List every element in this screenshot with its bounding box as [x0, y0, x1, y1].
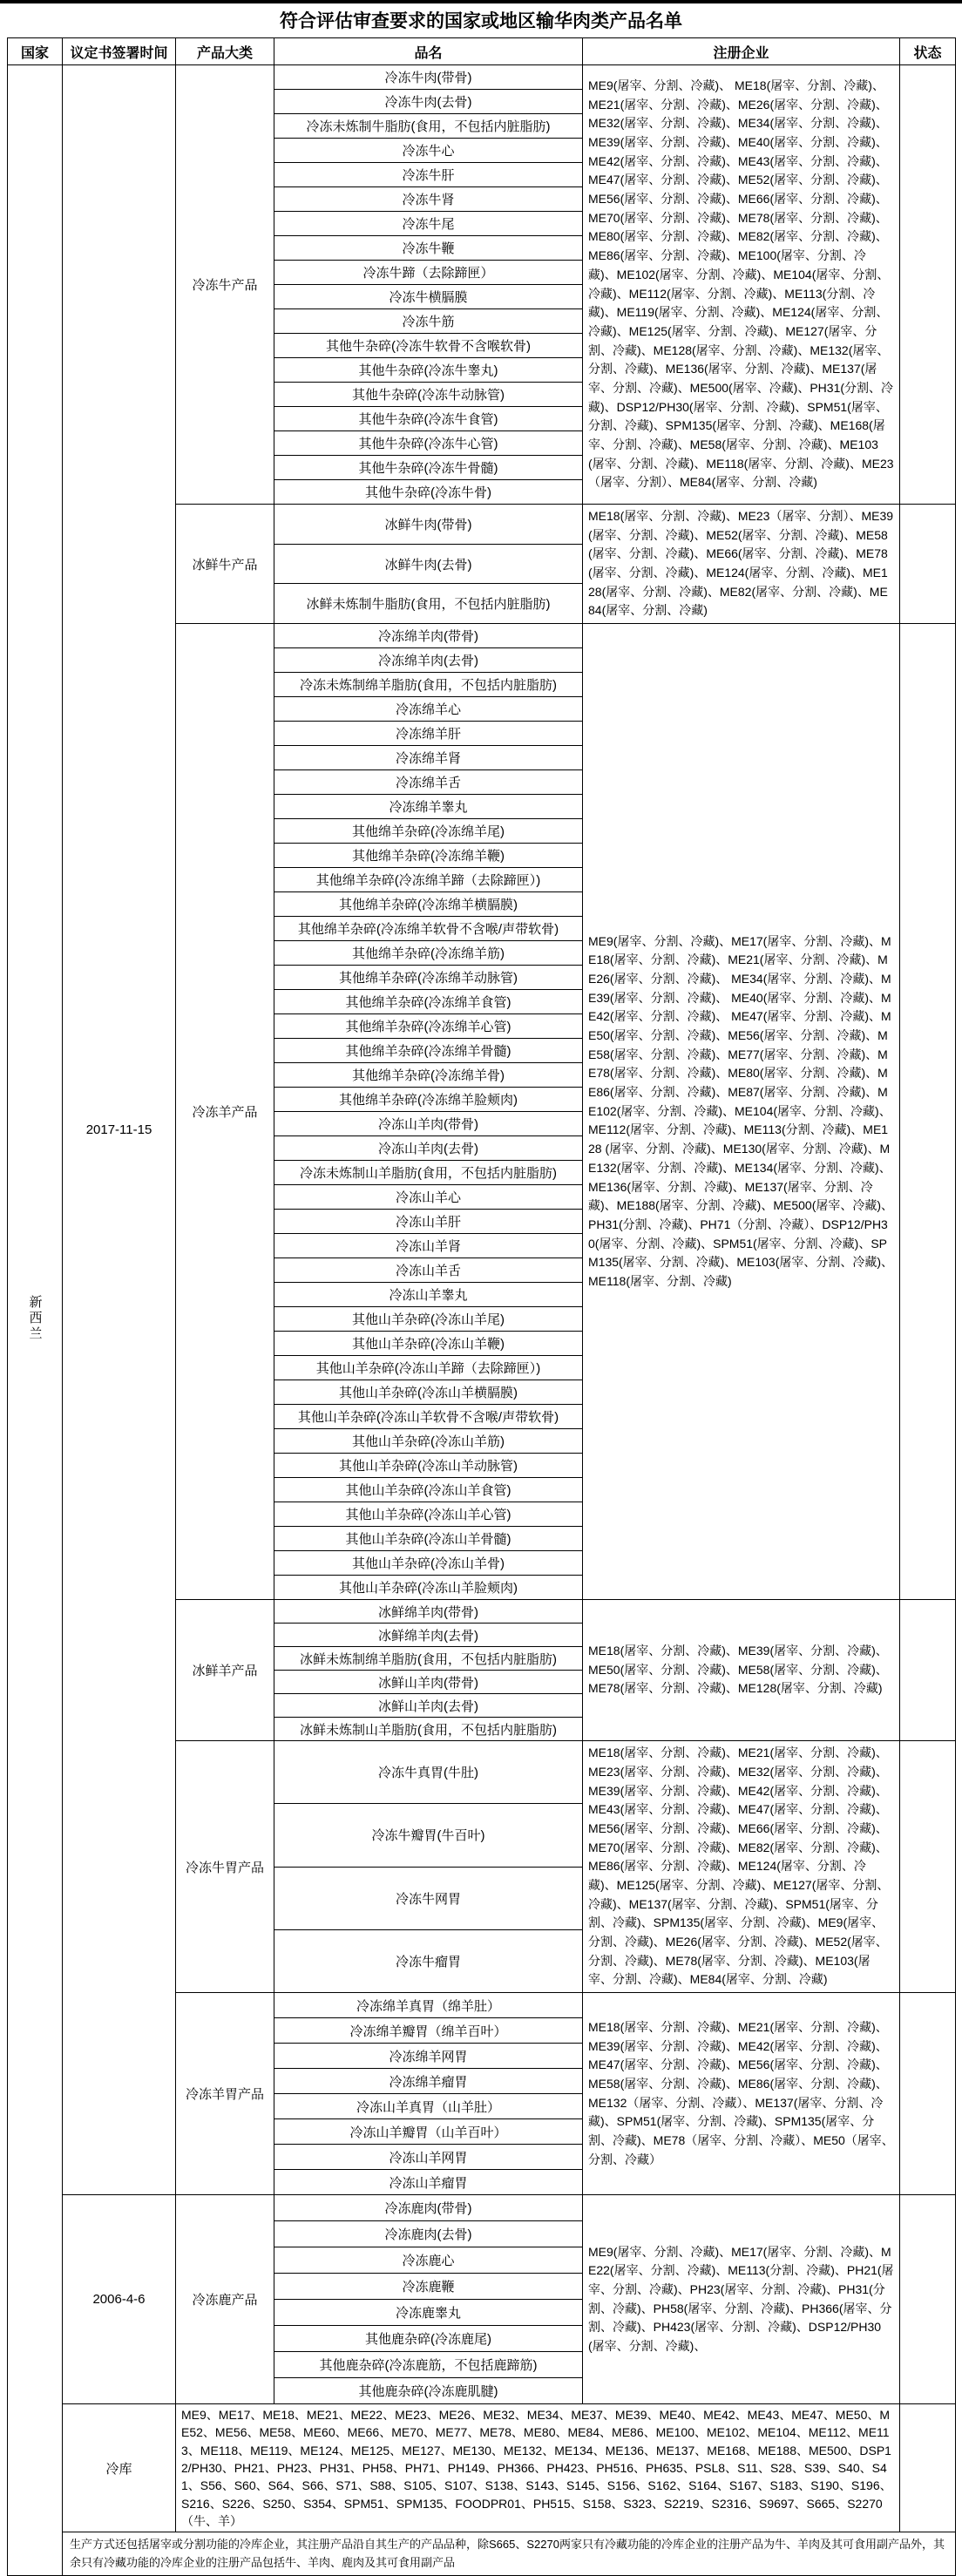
product-name-cell: 其他牛杂碎(冷冻牛心管): [274, 431, 583, 456]
product-name-cell: 冷冻牛尾: [274, 212, 583, 236]
product-name-cell: 冷冻牛肉(带骨): [274, 65, 583, 90]
status-cell: [900, 1741, 956, 1993]
product-name-cell: 其他山羊杂碎(冷冻山羊筋): [274, 1429, 583, 1454]
protocol-date-cell: 2006-4-6: [63, 2195, 176, 2404]
product-name-cell: 冷冻山羊肾: [274, 1234, 583, 1258]
enterprises-cell: ME9(屠宰、分割、冷藏)、ME17(屠宰、分割、冷藏)、ME18(屠宰、分割、冷藏)、ME21(屠宰、分割、冷藏)、ME26(屠宰、分割、冷藏)、 ME34(屠宰、分割、冷藏)、ME39(屠宰、分割、冷藏)、 ME40(屠宰、分割、冷藏)、ME42(屠宰、分割、冷藏)、 ME47(屠宰、分割、冷藏)、ME50(屠宰、分割、冷藏)、ME56(屠宰、分割、冷藏)、ME58(屠宰、分割、冷藏)、ME77(屠宰、分割、冷藏)、ME78(屠宰、分割、冷藏)、ME80(屠宰、分割、冷藏)、ME86(屠宰、分割、冷藏)、ME87(屠宰、分割、冷藏)、ME102(屠宰、分割、冷藏)、ME104(屠宰、分割、冷藏)、ME112(屠宰、分割、冷藏)、ME113(分割、冷藏)、ME128 (屠宰、分割、冷藏)、ME130(屠宰、分割、冷藏)、ME132(屠宰、分割、冷藏)、ME134(屠宰、分割、冷藏)、ME136(屠宰、分割、冷藏)、ME137(屠宰、分割、冷藏)、ME188(屠宰、分割、冷藏)、ME500(屠宰、冷藏)、PH31(分割、冷藏)、PH71（分割、冷藏）、DSP12/PH30(屠宰、分割、冷藏)、SPM51(屠宰、分割、冷藏)、SPM135(屠宰、分割、冷藏)、ME103(屠宰、分割、冷藏)、ME118(屠宰、分割、冷藏): [583, 624, 900, 1600]
product-name-cell: 其他山羊杂碎(冷冻山羊骨): [274, 1551, 583, 1576]
product-name-cell: 冷冻绵羊肾: [274, 746, 583, 770]
col-header-protocol-date: 议定书签署时间: [63, 38, 176, 65]
product-name-cell: 冷冻山羊肉(去骨): [274, 1136, 583, 1161]
category-cell: 冷冻羊胃产品: [176, 1993, 274, 2195]
product-name-cell: 其他绵羊杂碎(冷冻绵羊蹄（去除蹄匣）): [274, 868, 583, 892]
col-header-country: 国家: [8, 38, 63, 65]
category-cell: 冷冻牛产品: [176, 65, 274, 505]
product-name-cell: 冷冻牛鞭: [274, 236, 583, 261]
page-title: 符合评估审查要求的国家或地区输华肉类产品名单: [280, 11, 682, 31]
product-name-cell: 冷冻绵羊肉(去骨): [274, 648, 583, 673]
product-name-cell: 其他山羊杂碎(冷冻山羊横膈膜): [274, 1380, 583, 1405]
product-name-cell: 冷冻鹿睾丸: [274, 2300, 583, 2326]
product-name-cell: 冰鲜未炼制绵羊脂肪(食用，不包括内脏脂肪): [274, 1647, 583, 1671]
enterprises-cell: ME18(屠宰、分割、冷藏)、ME21(屠宰、分割、冷藏)、ME39(屠宰、分割、冷藏)、ME42(屠宰、分割、冷藏)、ME47(屠宰、分割、冷藏)、ME56(屠宰、分割、冷藏)、ME58(屠宰、分割、冷藏)、ME86(屠宰、分割、冷藏)、ME132（屠宰、分割、冷藏）、ME137(屠宰、分割、冷藏)、SPM51(屠宰、分割、冷藏)、SPM135(屠宰、分割、冷藏)、ME78（屠宰、分割、冷藏）、ME50（屠宰、分割、冷藏）: [583, 1993, 900, 2195]
product-name-cell: 其他山羊杂碎(冷冻山羊蹄（去除蹄匣）): [274, 1356, 583, 1380]
product-name-cell: 冷冻绵羊睾丸: [274, 795, 583, 819]
product-name-cell: 其他绵羊杂碎(冷冻绵羊软骨不含喉/声带软骨): [274, 917, 583, 941]
status-cell: [900, 1600, 956, 1741]
cold-store-row: [8, 2404, 956, 2532]
status-cell: [900, 2404, 956, 2532]
cold-store-label-cell: 冷库: [63, 2404, 176, 2532]
product-name-cell: 其他山羊杂碎(冷冻山羊鞭): [274, 1332, 583, 1356]
category-cell: 冰鲜羊产品: [176, 1600, 274, 1741]
product-name-cell: 冰鲜牛肉(去骨): [274, 544, 583, 584]
product-name-cell: 其他山羊杂碎(冷冻山羊尾): [274, 1307, 583, 1332]
status-cell: [900, 2195, 956, 2404]
product-name-cell: 冷冻山羊网胃: [274, 2145, 583, 2170]
product-name-cell: 冰鲜未炼制牛脂肪(食用，不包括内脏脂肪): [274, 584, 583, 624]
product-name-cell: 冷冻牛真胃(牛肚): [274, 1741, 583, 1804]
status-cell: [900, 505, 956, 624]
product-name-cell: 其他牛杂碎(冷冻牛软骨不含喉软骨): [274, 334, 583, 358]
product-name-cell: 冰鲜山羊肉(带骨): [274, 1671, 583, 1694]
product-name-cell: 其他山羊杂碎(冷冻山羊脸颊肉): [274, 1576, 583, 1600]
enterprises-cell: ME9(屠宰、分割、冷藏)、ME17(屠宰、分割、冷藏)、ME22(屠宰、分割、冷藏)、ME113(分割、冷藏)、PH21(屠宰、分割、冷藏)、PH23(屠宰、分割、冷藏)、PH31(分割、冷藏)、PH58(屠宰、分割、冷藏)、PH366(屠宰、分割、冷藏)、PH423(屠宰、分割、冷藏)、DSP12/PH30(屠宰、分割、冷藏)、: [583, 2195, 900, 2404]
product-name-cell: 冰鲜绵羊肉(去骨): [274, 1624, 583, 1647]
product-name-cell: 冷冻绵羊肉(带骨): [274, 624, 583, 648]
product-name-cell: 其他绵羊杂碎(冷冻绵羊横膈膜): [274, 892, 583, 917]
product-name-cell: 冰鲜山羊肉(去骨): [274, 1694, 583, 1718]
enterprises-cell: ME18(屠宰、分割、冷藏)、ME21(屠宰、分割、冷藏)、ME23(屠宰、分割、冷藏)、ME32(屠宰、分割、冷藏)、ME39(屠宰、分割、冷藏)、ME42(屠宰、分割、冷藏)、ME43(屠宰、分割、冷藏)、ME47(屠宰、分割、冷藏)、ME56(屠宰、分割、冷藏)、ME66(屠宰、分割、冷藏)、ME70(屠宰、分割、冷藏)、ME82(屠宰、分割、冷藏)、ME86(屠宰、分割、冷藏)、ME124(屠宰、分割、冷藏)、ME125(屠宰、分割、冷藏)、ME127(屠宰、分割、冷藏)、ME137(屠宰、分割、冷藏)、SPM51(屠宰、分割、冷藏)、SPM135(屠宰、分割、冷藏)、ME9(屠宰、分割、冷藏)、ME26(屠宰、分割、冷藏)、ME52(屠宰、分割、冷藏)、ME78(屠宰、分割、冷藏)、ME103(屠宰、分割、冷藏)、ME84(屠宰、分割、冷藏): [583, 1741, 900, 1993]
col-header-registered-enterprises: 注册企业: [583, 38, 900, 65]
product-name-cell: 冷冻牛网胃: [274, 1867, 583, 1929]
product-name-cell: 其他绵羊杂碎(冷冻绵羊筋): [274, 941, 583, 966]
product-name-cell: 其他绵羊杂碎(冷冻绵羊尾): [274, 819, 583, 844]
product-name-cell: 冷冻绵羊瓣胃（绵羊百叶）: [274, 2018, 583, 2044]
cold-store-enterprises-cell: ME9、ME17、ME18、ME21、ME22、ME23、ME26、ME32、ME34、ME37、ME39、ME40、ME42、ME43、ME47、ME50、ME52、ME56、ME58、ME60、ME66、ME70、ME77、ME78、ME80、ME84、ME86、ME100、ME102、ME104、ME112、ME113、ME118、ME119、ME124、ME125、ME127、ME130、ME132、ME134、ME136、ME137、ME168、ME188、ME500、DSP12/PH30、PH21、PH23、PH31、PH58、PH71、PH149、PH366、PH423、PH516、PH635、PSL8、S11、S28、S39、S40、S41、S56、S60、S64、S66、S71、S88、S105、S107、S138、S143、S145、S156、S162、S164、S167、S183、S190、S196、S216、S226、S250、S354、SPM51、SPM135、FOODPR01、PH515、S158、S323、S2219、S2316、S9697、S665、S2270（牛、羊）: [176, 2404, 900, 2532]
category-cell: 冷冻牛胃产品: [176, 1741, 274, 1993]
product-name-cell: 冷冻山羊舌: [274, 1258, 583, 1283]
products-table: [7, 37, 956, 2576]
product-name-cell: 冰鲜未炼制山羊脂肪(食用，不包括内脏脂肪): [274, 1718, 583, 1741]
country-cell: [8, 65, 63, 2576]
product-name-cell: 冰鲜绵羊肉(带骨): [274, 1600, 583, 1624]
product-name-cell: 冷冻未炼制牛脂肪(食用，不包括内脏脂肪): [274, 114, 583, 139]
product-name-cell: 冷冻绵羊网胃: [274, 2044, 583, 2069]
product-name-cell: 其他山羊杂碎(冷冻山羊动脉管): [274, 1454, 583, 1478]
header-row: [8, 38, 956, 65]
product-name-cell: 冷冻山羊肝: [274, 1210, 583, 1234]
product-name-cell: 其他山羊杂碎(冷冻山羊心管): [274, 1502, 583, 1527]
country-label: 新西兰: [27, 1295, 43, 1343]
footnote-row: [8, 2532, 956, 2576]
status-cell: [900, 624, 956, 1600]
product-name-cell: 冷冻鹿心: [274, 2247, 583, 2274]
product-name-cell: 冷冻绵羊真胃（绵羊肚）: [274, 1993, 583, 2018]
product-name-cell: 其他绵羊杂碎(冷冻绵羊骨): [274, 1063, 583, 1088]
product-name-cell: 冷冻山羊瓣胃（山羊百叶）: [274, 2119, 583, 2145]
product-name-cell: 冷冻绵羊心: [274, 697, 583, 722]
table-body: [8, 65, 956, 2576]
category-cell: 冷冻羊产品: [176, 624, 274, 1600]
product-name-cell: 冷冻未炼制绵羊脂肪(食用，不包括内脏脂肪): [274, 673, 583, 697]
product-name-cell: 其他牛杂碎(冷冻牛睾丸): [274, 358, 583, 383]
product-name-cell: 其他牛杂碎(冷冻牛骨): [274, 480, 583, 505]
product-name-cell: 冷冻鹿肉(带骨): [274, 2195, 583, 2221]
product-name-cell: 其他山羊杂碎(冷冻山羊软骨不含喉/声带软骨): [274, 1405, 583, 1429]
product-name-cell: 其他绵羊杂碎(冷冻绵羊动脉管): [274, 966, 583, 990]
footnote-cell: 生产方式还包括屠宰或分割功能的冷库企业，其注册产品沿自其生产的产品品种，除S665、S2270两家只有冷藏功能的冷库企业的注册产品为牛、羊肉及其可食用副产品外，其余只有冷藏功能的冷库企业的注册产品包括牛、羊肉、鹿肉及其可食用副产品: [63, 2532, 956, 2576]
table-header: [8, 38, 956, 65]
protocol-date-cell: 2017-11-15: [63, 65, 176, 2195]
product-name-cell: 其他山羊杂碎(冷冻山羊骨髓): [274, 1527, 583, 1551]
product-name-cell: 冷冻牛肝: [274, 163, 583, 187]
product-name-cell: 冷冻山羊瘤胃: [274, 2170, 583, 2195]
product-name-cell: 冷冻未炼制山羊脂肪(食用，不包括内脏脂肪): [274, 1161, 583, 1185]
product-name-cell: 冷冻牛瓣胃(牛百叶): [274, 1804, 583, 1867]
enterprises-cell: ME18(屠宰、分割、冷藏)、ME23（屠宰、分割）、ME39(屠宰、分割、冷藏)、ME52(屠宰、分割、冷藏)、ME58(屠宰、分割、冷藏)、ME66(屠宰、分割、冷藏)、ME78(屠宰、分割、冷藏)、ME124(屠宰、分割、冷藏)、ME128(屠宰、分割、冷藏)、ME82(屠宰、分割、冷藏)、ME84(屠宰、分割、冷藏): [583, 505, 900, 624]
product-name-cell: 其他牛杂碎(冷冻牛骨髓): [274, 456, 583, 480]
product-name-cell: 其他鹿杂碎(冷冻鹿尾): [274, 2326, 583, 2352]
col-header-product-name: 品名: [274, 38, 583, 65]
product-name-cell: 冷冻山羊真胃（山羊肚）: [274, 2094, 583, 2119]
col-header-status: 状态: [900, 38, 956, 65]
product-name-cell: 冷冻绵羊瘤胃: [274, 2069, 583, 2094]
product-name-cell: 冷冻牛瘤胃: [274, 1929, 583, 1992]
product-name-cell: 冷冻牛肾: [274, 187, 583, 212]
product-name-cell: 冷冻牛筋: [274, 309, 583, 334]
product-name-cell: 冷冻鹿鞭: [274, 2274, 583, 2300]
product-name-cell: 冷冻山羊心: [274, 1185, 583, 1210]
product-name-cell: 冷冻山羊肉(带骨): [274, 1112, 583, 1136]
status-cell: [900, 65, 956, 505]
product-name-cell: 其他鹿杂碎(冷冻鹿筋，不包括鹿蹄筋): [274, 2352, 583, 2378]
table-row: [8, 2195, 956, 2221]
product-name-cell: 冰鲜牛肉(带骨): [274, 505, 583, 545]
product-name-cell: 冷冻牛横膈膜: [274, 285, 583, 309]
product-name-cell: 其他绵羊杂碎(冷冻绵羊脸颊肉): [274, 1088, 583, 1112]
product-name-cell: 其他牛杂碎(冷冻牛动脉管): [274, 383, 583, 407]
product-name-cell: 冷冻牛肉(去骨): [274, 90, 583, 114]
category-cell: 冷冻鹿产品: [176, 2195, 274, 2404]
product-name-cell: 其他绵羊杂碎(冷冻绵羊心管): [274, 1014, 583, 1039]
product-name-cell: 其他绵羊杂碎(冷冻绵羊食管): [274, 990, 583, 1014]
product-name-cell: 冷冻牛蹄（去除蹄匣）: [274, 261, 583, 285]
enterprises-cell: ME9(屠宰、分割、冷藏)、 ME18(屠宰、分割、冷藏)、ME21(屠宰、分割、冷藏)、ME26(屠宰、分割、冷藏)、ME32(屠宰、分割、冷藏)、ME34(屠宰、分割、冷藏)、ME39(屠宰、分割、冷藏)、ME40(屠宰、分割、冷藏)、ME42(屠宰、分割、冷藏)、ME43(屠宰、分割、冷藏)、ME47(屠宰、分割、冷藏)、ME52(屠宰、分割、冷藏)、ME56(屠宰、分割、冷藏)、ME66(屠宰、分割、冷藏)、ME70(屠宰、分割、冷藏)、ME78(屠宰、分割、冷藏)、ME80(屠宰、分割、冷藏)、ME82(屠宰、分割、冷藏)、ME86(屠宰、分割、冷藏)、ME100(屠宰、分割、冷藏)、ME102(屠宰、分割、冷藏)、ME104(屠宰、分割、冷藏)、ME112(屠宰、分割、冷藏)、ME113(分割、冷藏)、ME119(屠宰、分割、冷藏)、ME124(屠宰、分割、冷藏)、ME125(屠宰、分割、冷藏)、ME127(屠宰、分割、冷藏)、ME128(屠宰、分割、冷藏)、ME132(屠宰、分割、冷藏)、ME136(屠宰、分割、冷藏)、ME137(屠宰、分割、冷藏)、ME500(屠宰、冷藏)、PH31(分割、冷藏)、DSP12/PH30(屠宰、分割、冷藏)、SPM51(屠宰、分割、冷藏)、SPM135(屠宰、分割、冷藏)、ME168(屠宰、分割、冷藏)、ME58(屠宰、分割、冷藏)、ME103(屠宰、分割、冷藏)、ME118(屠宰、分割、冷藏)、ME23（屠宰、分割）、ME84(屠宰、分割、冷藏): [583, 65, 900, 505]
product-name-cell: 其他绵羊杂碎(冷冻绵羊鞭): [274, 844, 583, 868]
product-name-cell: 冷冻鹿肉(去骨): [274, 2221, 583, 2247]
category-cell: 冰鲜牛产品: [176, 505, 274, 624]
product-name-cell: 冷冻绵羊肝: [274, 722, 583, 746]
product-name-cell: 冷冻牛心: [274, 139, 583, 163]
product-name-cell: 其他绵羊杂碎(冷冻绵羊骨髓): [274, 1039, 583, 1063]
product-name-cell: 其他鹿杂碎(冷冻鹿肌腱): [274, 2378, 583, 2404]
enterprises-cell: ME18(屠宰、分割、冷藏)、ME39(屠宰、分割、冷藏)、ME50(屠宰、分割、冷藏)、ME58(屠宰、分割、冷藏)、ME78(屠宰、分割、冷藏)、ME128(屠宰、分割、冷藏): [583, 1600, 900, 1741]
table-row: [8, 65, 956, 90]
product-name-cell: 其他牛杂碎(冷冻牛食管): [274, 407, 583, 431]
product-name-cell: 其他山羊杂碎(冷冻山羊食管): [274, 1478, 583, 1502]
col-header-category: 产品大类: [176, 38, 274, 65]
product-name-cell: 冷冻绵羊舌: [274, 770, 583, 795]
product-name-cell: 冷冻山羊睾丸: [274, 1283, 583, 1307]
status-cell: [900, 1993, 956, 2195]
